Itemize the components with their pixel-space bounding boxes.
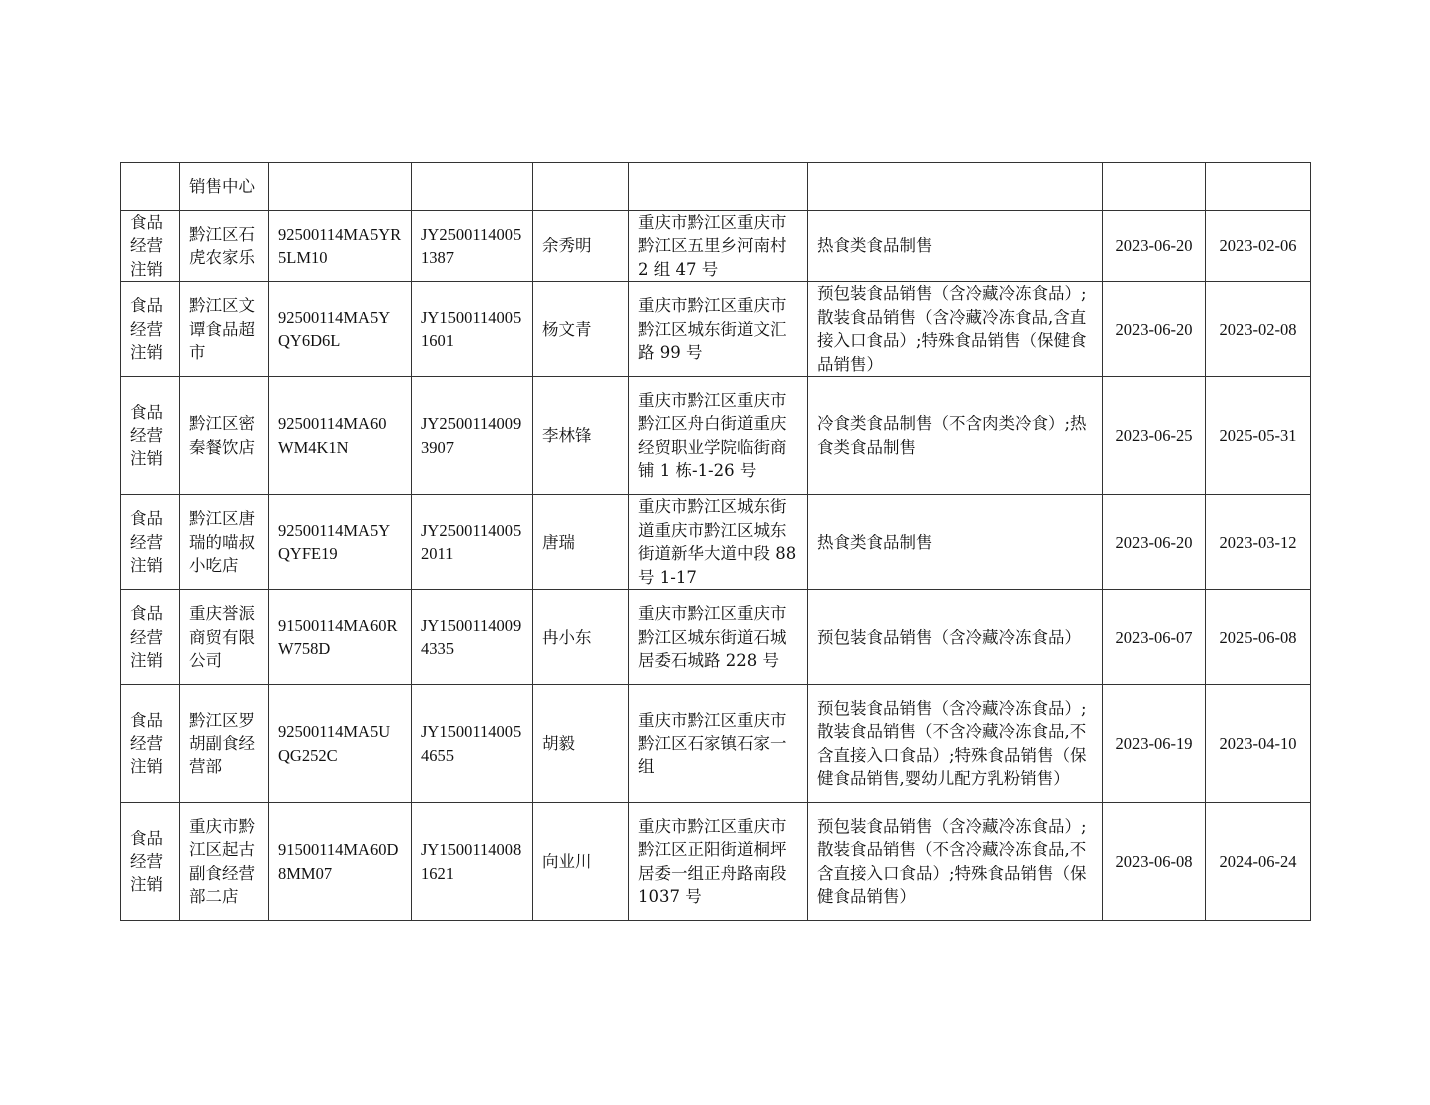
cell-expire-date: 2025-06-08: [1206, 590, 1311, 685]
cell-scope: 预包装食品销售（含冷藏冷冻食品）;散装食品销售（含冷藏冷冻食品,含直接入口食品）;特殊食品销售（保健食品销售）: [808, 282, 1103, 377]
cell-name: 销售中心: [180, 163, 269, 211]
cell-license-no: JY25001140052011: [412, 495, 533, 590]
cell-person: 李林锋: [533, 377, 629, 495]
cell-scope: 热食类食品制售: [808, 211, 1103, 282]
cell-license-no: JY15001140094335: [412, 590, 533, 685]
cell-type: 食品经营注销: [121, 685, 180, 803]
cell-cancel-date: 2023-06-20: [1103, 495, 1206, 590]
table-row: [121, 685, 1311, 803]
cell-expire-date: 2023-03-12: [1206, 495, 1311, 590]
cell-address: 重庆市黔江区重庆市黔江区五里乡河南村 2 组 47 号: [629, 211, 808, 282]
cell-expire-date: 2023-02-06: [1206, 211, 1311, 282]
table-row: [121, 163, 1311, 211]
cell-credit-code: 91500114MA60RW758D: [269, 590, 412, 685]
cell-expire-date: 2025-05-31: [1206, 377, 1311, 495]
cell-license-no: [412, 163, 533, 211]
cell-cancel-date: 2023-06-19: [1103, 685, 1206, 803]
cell-type: 食品经营注销: [121, 377, 180, 495]
cell-expire-date: 2024-06-24: [1206, 803, 1311, 921]
cell-name: 黔江区石虎农家乐: [180, 211, 269, 282]
cell-scope: 预包装食品销售（含冷藏冷冻食品）;散装食品销售（不含冷藏冷冻食品,不含直接入口食品）;特殊食品销售（保健食品销售）: [808, 803, 1103, 921]
cell-address: 重庆市黔江区城东街道重庆市黔江区城东街道新华大道中段 88 号 1-17: [629, 495, 808, 590]
cell-expire-date: 2023-02-08: [1206, 282, 1311, 377]
cell-credit-code: 92500114MA5YR5LM10: [269, 211, 412, 282]
cell-name: 黔江区密秦餐饮店: [180, 377, 269, 495]
cell-address: 重庆市黔江区重庆市黔江区正阳街道桐坪居委一组正舟路南段 1037 号: [629, 803, 808, 921]
cell-cancel-date: 2023-06-08: [1103, 803, 1206, 921]
cell-scope: 预包装食品销售（含冷藏冷冻食品）: [808, 590, 1103, 685]
cell-name: 重庆市黔江区起古副食经营部二店: [180, 803, 269, 921]
table-row: [121, 211, 1311, 282]
cell-type: [121, 163, 180, 211]
cell-license-no: JY25001140051387: [412, 211, 533, 282]
cell-cancel-date: [1103, 163, 1206, 211]
cell-person: 胡毅: [533, 685, 629, 803]
cell-name: 黔江区文谭食品超市: [180, 282, 269, 377]
cell-person: 余秀明: [533, 211, 629, 282]
cell-address: 重庆市黔江区重庆市黔江区城东街道石城居委石城路 228 号: [629, 590, 808, 685]
cell-person: 向业川: [533, 803, 629, 921]
table-body: [121, 163, 1311, 921]
cell-type: 食品经营注销: [121, 211, 180, 282]
cell-scope: 热食类食品制售: [808, 495, 1103, 590]
cell-scope: [808, 163, 1103, 211]
cell-license-no: JY25001140093907: [412, 377, 533, 495]
cell-person: 杨文青: [533, 282, 629, 377]
cell-type: 食品经营注销: [121, 590, 180, 685]
cell-credit-code: 91500114MA60D8MM07: [269, 803, 412, 921]
cell-type: 食品经营注销: [121, 495, 180, 590]
cell-license-no: JY15001140054655: [412, 685, 533, 803]
table-row: [121, 282, 1311, 377]
cell-credit-code: 92500114MA5UQG252C: [269, 685, 412, 803]
table-row: [121, 803, 1311, 921]
cell-name: 重庆誉浱商贸有限公司: [180, 590, 269, 685]
cell-scope: 预包装食品销售（含冷藏冷冻食品）;散装食品销售（不含冷藏冷冻食品,不含直接入口食品）;特殊食品销售（保健食品销售,婴幼儿配方乳粉销售）: [808, 685, 1103, 803]
cell-cancel-date: 2023-06-20: [1103, 211, 1206, 282]
cell-cancel-date: 2023-06-20: [1103, 282, 1206, 377]
cell-person: [533, 163, 629, 211]
cell-type: 食品经营注销: [121, 803, 180, 921]
cell-type: 食品经营注销: [121, 282, 180, 377]
cell-address: 重庆市黔江区重庆市黔江区石家镇石家一组: [629, 685, 808, 803]
cell-address: 重庆市黔江区重庆市黔江区城东街道文汇路 99 号: [629, 282, 808, 377]
cell-expire-date: 2023-04-10: [1206, 685, 1311, 803]
cell-name: 黔江区唐瑞的喵叔小吃店: [180, 495, 269, 590]
cell-credit-code: 92500114MA5YQYFE19: [269, 495, 412, 590]
table-row: [121, 590, 1311, 685]
cell-scope: 冷食类食品制售（不含肉类冷食）;热食类食品制售: [808, 377, 1103, 495]
cell-cancel-date: 2023-06-25: [1103, 377, 1206, 495]
cancellation-table: [120, 162, 1311, 921]
cell-cancel-date: 2023-06-07: [1103, 590, 1206, 685]
cell-person: 冉小东: [533, 590, 629, 685]
cell-person: 唐瑞: [533, 495, 629, 590]
cell-credit-code: [269, 163, 412, 211]
table-row: [121, 377, 1311, 495]
cell-expire-date: [1206, 163, 1311, 211]
cell-name: 黔江区罗胡副食经营部: [180, 685, 269, 803]
cell-address: [629, 163, 808, 211]
cell-credit-code: 92500114MA5YQY6D6L: [269, 282, 412, 377]
cell-license-no: JY15001140051601: [412, 282, 533, 377]
cell-credit-code: 92500114MA60WM4K1N: [269, 377, 412, 495]
cell-license-no: JY15001140081621: [412, 803, 533, 921]
table-row: [121, 495, 1311, 590]
cell-address: 重庆市黔江区重庆市黔江区舟白街道重庆经贸职业学院临街商铺 1 栋-1-26 号: [629, 377, 808, 495]
